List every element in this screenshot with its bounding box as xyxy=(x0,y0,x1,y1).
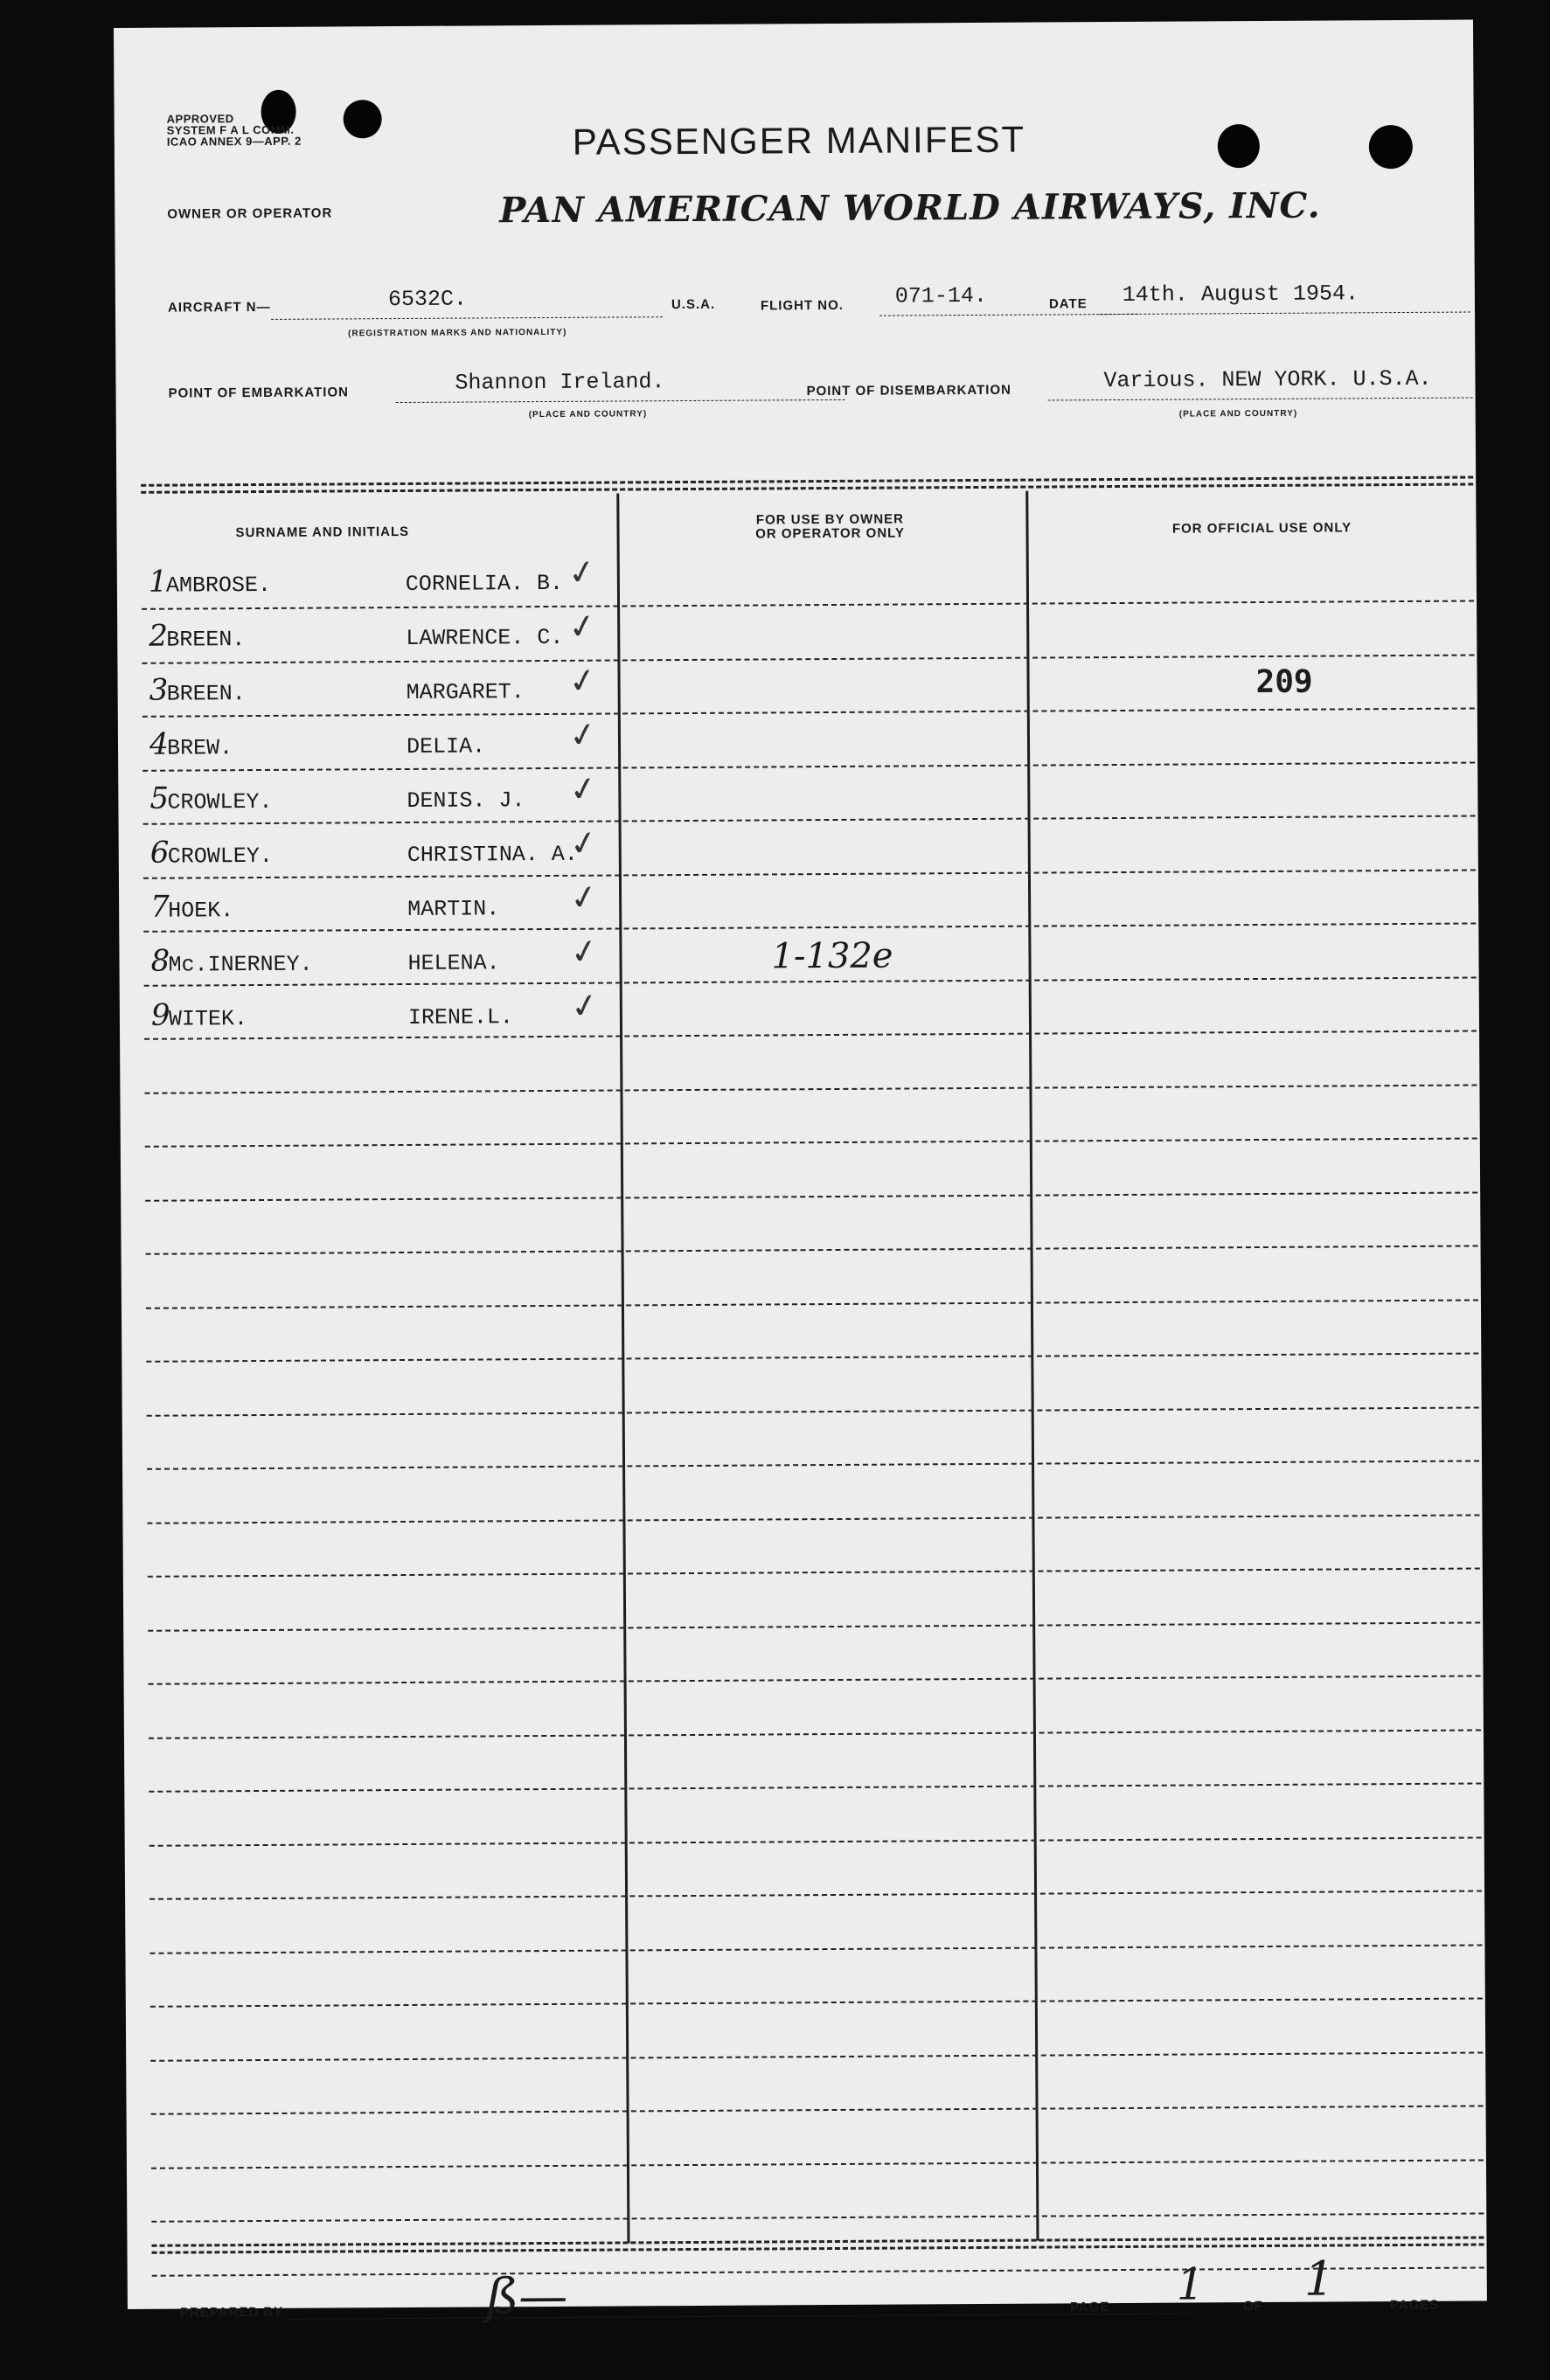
ruled-line xyxy=(150,2051,1483,2061)
column-header-names: SURNAME AND INITIALS xyxy=(235,524,410,541)
row-number: 1 xyxy=(148,564,168,600)
initials: DENIS. J. xyxy=(407,788,525,814)
ruled-line xyxy=(148,1621,1480,1631)
ruled-line xyxy=(143,923,1476,933)
surname: AMBROSE. xyxy=(165,572,272,599)
initials: CHRISTINA. A. xyxy=(407,841,578,868)
column-divider xyxy=(616,493,629,2243)
check-mark-icon: ✓ xyxy=(566,822,601,865)
ruled-line xyxy=(151,2212,1484,2222)
row-number: 5 xyxy=(149,781,170,816)
page-label: PAGE xyxy=(1069,2300,1110,2315)
embark-caption: (PLACE AND COUNTRY) xyxy=(528,409,648,420)
ruled-line xyxy=(145,1137,1477,1147)
embark-value: Shannon Ireland. xyxy=(455,369,665,396)
row-number: 9 xyxy=(150,997,170,1033)
ruled-line xyxy=(152,2266,1484,2276)
ruled-line xyxy=(142,654,1474,663)
flight-label: FLIGHT NO. xyxy=(760,297,845,314)
disembark-caption: (PLACE AND COUNTRY) xyxy=(1178,408,1298,420)
disembark-label: POINT OF DISEMBARKATION xyxy=(806,382,1011,399)
check-mark-icon: ✓ xyxy=(565,605,600,649)
surname: BREEN. xyxy=(166,681,246,707)
ruled-line xyxy=(151,2105,1484,2114)
of-label: OF xyxy=(1242,2299,1263,2314)
initials: DELIA. xyxy=(406,733,486,760)
punch-hole-icon xyxy=(344,100,382,138)
ruled-line xyxy=(144,1030,1477,1039)
aircraft-label: AIRCRAFT N— xyxy=(167,299,271,316)
ruled-line xyxy=(143,869,1476,878)
date-label: DATE xyxy=(1048,296,1088,312)
airline-name: PAN AMERICAN WORLD AIRWAYS, INC. xyxy=(499,184,1321,232)
ruled-line xyxy=(149,1836,1482,1846)
ruled-line xyxy=(149,1782,1481,1792)
initials: IRENE.L. xyxy=(407,1004,514,1030)
registration-caption: (REGISTRATION MARKS AND NATIONALITY) xyxy=(348,327,567,339)
signature: ß— xyxy=(485,2267,568,2326)
surname: WITEK. xyxy=(168,1006,248,1032)
approved-block xyxy=(167,113,302,148)
official-number: 209 xyxy=(1255,663,1313,701)
row-number: 8 xyxy=(150,943,170,979)
ruled-line xyxy=(146,1245,1478,1254)
punch-hole-icon xyxy=(1218,124,1260,168)
surname: BREW. xyxy=(166,735,233,761)
surname: CROWLEY. xyxy=(167,788,273,815)
operator-header-line: FOR USE BY OWNER xyxy=(755,511,905,528)
ruled-line xyxy=(146,1352,1478,1362)
page-value: 1 xyxy=(1176,2259,1205,2310)
prepared-by-label: PREPARED BY xyxy=(179,2304,284,2321)
ruled-line xyxy=(150,1997,1483,2007)
ruled-line xyxy=(142,600,1474,610)
approved-line: ICAO ANNEX 9—APP. 2 xyxy=(166,134,302,149)
date-value: 14th. August 1954. xyxy=(1122,281,1359,308)
surname: CROWLEY. xyxy=(167,843,273,870)
ruled-line xyxy=(146,1299,1478,1308)
surname: BREEN. xyxy=(166,627,246,653)
ruled-line xyxy=(149,1944,1482,1953)
page-title: PASSENGER MANIFEST xyxy=(572,118,1026,163)
check-mark-icon: ✓ xyxy=(566,767,601,811)
aircraft-value: 6532C. xyxy=(387,286,468,313)
ruled-line xyxy=(142,708,1475,718)
column-divider xyxy=(1025,491,1039,2241)
ruled-line xyxy=(147,1406,1479,1416)
initials: MARGARET. xyxy=(406,679,525,705)
ruled-line xyxy=(144,1084,1477,1093)
punch-hole-icon xyxy=(1369,125,1413,169)
check-mark-icon: ✓ xyxy=(566,930,602,974)
country-label: U.S.A. xyxy=(671,296,716,313)
operator-header-line: OR OPERATOR ONLY xyxy=(755,525,905,542)
ruled-line xyxy=(144,976,1477,986)
row-number: 3 xyxy=(149,672,169,708)
check-mark-icon: ✓ xyxy=(565,659,601,703)
ruled-line xyxy=(149,1675,1481,1684)
flight-value: 071-14. xyxy=(894,282,988,309)
ruled-line xyxy=(145,1191,1477,1201)
ruled-line xyxy=(143,815,1476,825)
row-number: 4 xyxy=(149,726,169,762)
surname: Mc.INERNEY. xyxy=(168,951,313,978)
initials: LAWRENCE. C. xyxy=(406,624,564,651)
ruled-line xyxy=(142,761,1475,771)
initials: HELENA. xyxy=(407,950,500,976)
column-header-official: FOR OFFICIAL USE ONLY xyxy=(1171,520,1352,537)
ruled-line xyxy=(151,2159,1484,2168)
column-header-operator xyxy=(637,512,1022,543)
surname: HOEK. xyxy=(168,898,234,924)
check-mark-icon: ✓ xyxy=(565,551,600,594)
ruled-line xyxy=(147,1460,1479,1469)
row-number: 2 xyxy=(149,618,169,654)
check-mark-icon: ✓ xyxy=(566,713,601,757)
operator-note: 1-132e xyxy=(771,935,893,977)
check-mark-icon: ✓ xyxy=(566,876,601,919)
check-mark-icon: ✓ xyxy=(567,984,602,1028)
approved-line: SYSTEM F A L COMM. xyxy=(166,122,295,137)
ruled-line xyxy=(147,1514,1479,1523)
embark-label: POINT OF EMBARKATION xyxy=(168,385,349,401)
manifest-sheet xyxy=(114,20,1487,2326)
row-number: 6 xyxy=(149,835,170,871)
of-value: 1 xyxy=(1303,2251,1335,2307)
ruled-line xyxy=(148,1567,1480,1577)
owner-label: OWNER OR OPERATOR xyxy=(167,205,333,222)
approved-line: APPROVED xyxy=(166,112,234,126)
initials: CORNELIA. B. xyxy=(405,570,564,597)
ruled-line xyxy=(149,1729,1481,1738)
pages-label: PAGES xyxy=(1389,2297,1440,2314)
ruled-line xyxy=(149,1890,1482,1899)
ruled-rows xyxy=(114,20,1473,28)
disembark-value: Various. NEW YORK. U.S.A. xyxy=(1103,365,1432,394)
row-number: 7 xyxy=(150,889,170,925)
initials: MARTIN. xyxy=(407,896,500,922)
